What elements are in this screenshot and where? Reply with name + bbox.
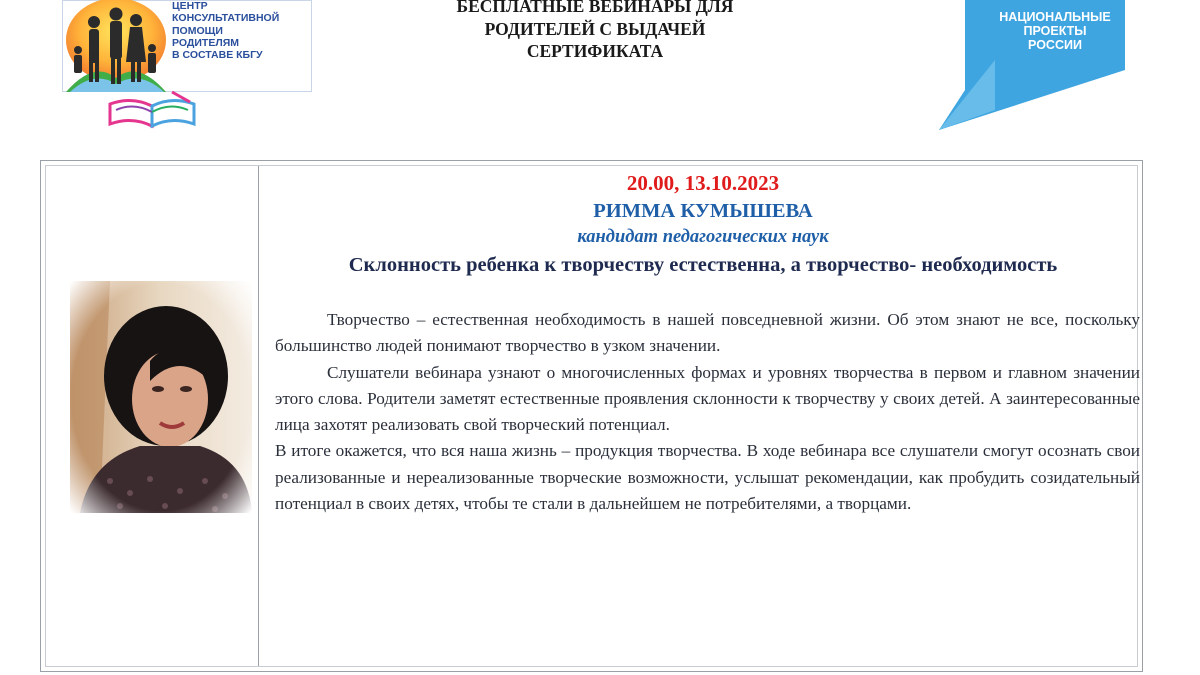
center-logo-line: ЦЕНТР (172, 0, 208, 12)
column-divider (258, 166, 259, 666)
np-line: РОССИИ (1028, 38, 1082, 52)
page-header (0, 0, 1200, 140)
webinar-description (268, 307, 1140, 517)
webinar-series-title (430, 0, 760, 63)
family-silhouette-icon (64, 0, 168, 92)
webinar-details (268, 169, 1138, 517)
title-line: РОДИТЕЛЕЙ С ВЫДАЧЕЙ (484, 18, 706, 39)
speaker-portrait-image (70, 281, 252, 513)
center-logo-line: ПОМОЩИ (172, 24, 223, 37)
webinar-topic: Склонность ребенка к творчеству естественна, а творчество- необходимость (348, 254, 1058, 276)
webinar-card (40, 160, 1143, 672)
title-line: БЕСПЛАТНЫЕ ВЕБИНАРЫ ДЛЯ (456, 0, 734, 16)
center-logo-line: КОНСУЛЬТАТИВНОЙ (172, 12, 280, 25)
webinar-card-inner-border (45, 165, 1138, 667)
description-paragraph: Слушатели вебинара узнают о многочисленных формах и уровнях творчества в первом и главном значении этого слова. Родители заметят естественные проявления склонности к творчеству у своих детей. А заинтересованные лица захотят реализовать свой творческий потенциал. (275, 362, 1140, 435)
title-line: СЕРТИФИКАТА (526, 41, 664, 61)
national-projects-text (995, 10, 1115, 52)
center-logo-text (172, 0, 312, 61)
webinar-datetime: 20.00, 13.10.2023 (626, 171, 780, 195)
np-line: НАЦИОНАЛЬНЫЕ (999, 10, 1111, 24)
speaker-photo (70, 281, 252, 513)
open-book-icon (102, 90, 202, 130)
center-logo-line: В СОСТАВЕ КБГУ (172, 49, 263, 62)
speaker-degree: кандидат педагогических наук (577, 227, 829, 247)
center-logo (62, 0, 312, 135)
np-line: ПРОЕКТЫ (1023, 24, 1087, 38)
center-logo-line: РОДИТЕЛЯМ (172, 36, 239, 49)
speaker-name: РИММА КУМЫШЕВА (593, 200, 813, 222)
description-paragraph: Творчество – естественная необходимость в нашей повседневной жизни. Об этом знают не все, поскольку большинство людей понимают творчество в узком значении. (275, 310, 1140, 356)
description-paragraph: В итоге окажется, что вся наша жизнь – продукция творчества. В ходе вебинара все слушатели смогут осознать свои реализованные и нереализованные творческие возможности, услышат рекомендации, как пробудить созидательный потенциал в своих детях, чтобы те стали в дальнейшем не потребителями, а творцами. (275, 441, 1140, 514)
national-projects-logo (935, 0, 1135, 135)
